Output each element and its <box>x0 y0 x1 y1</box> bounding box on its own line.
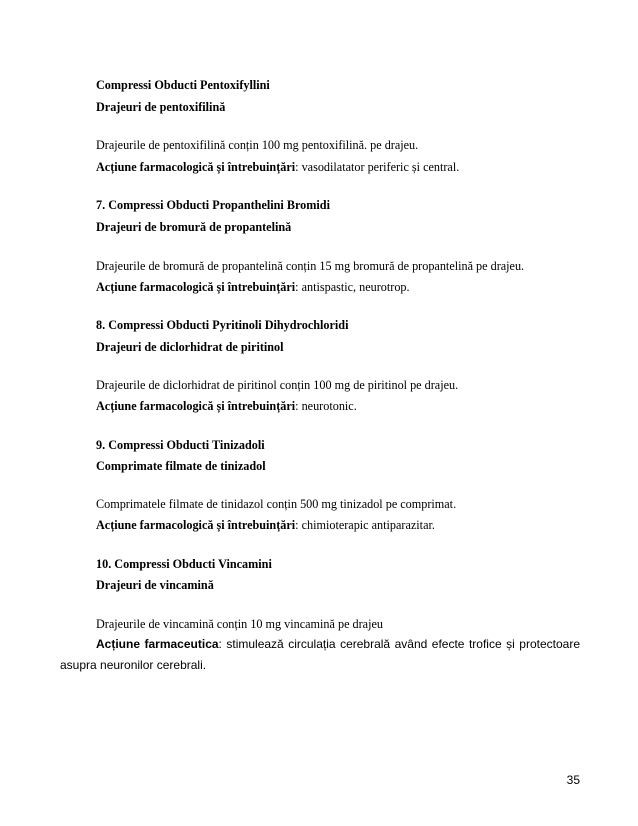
final-action-label: Acțiune farmaceutica <box>96 637 219 651</box>
final-action-continuation: asupra neuronilor cerebrali. <box>60 658 207 672</box>
section-heading: 9. Compressi Obducti Tinizadoli <box>96 438 265 452</box>
action-line <box>96 398 357 414</box>
action-label: Acțiune farmacologică și întrebuințări <box>96 518 296 532</box>
action-text: : antispastic, neurotrop. <box>295 280 410 294</box>
section-description: Drajeurile de bromură de propantelină conțin 15 mg bromură de propantelină pe drajeu. <box>96 259 525 273</box>
section-description: Drajeurile de vincamină conțin 10 mg vincamină pe drajeu <box>96 617 383 631</box>
page-number: 35 <box>566 773 580 787</box>
section-description: Drajeurile de diclorhidrat de piritinol conțin 100 mg de piritinol pe drajeu. <box>96 378 459 392</box>
action-label: Acțiune farmacologică și întrebuințări <box>96 399 296 413</box>
action-label: Acțiune farmacologică și întrebuințări <box>96 280 296 294</box>
action-label: Acțiune farmacologică și întrebuințări <box>96 160 296 174</box>
section-heading: 10. Compressi Obducti Vincamini <box>96 557 272 571</box>
action-line <box>96 279 410 295</box>
final-action-line <box>96 636 580 652</box>
section-heading: 8. Compressi Obducti Pyritinoli Dihydrochloridi <box>96 318 349 332</box>
action-text: : neurotonic. <box>295 399 357 413</box>
action-text: : vasodilatator periferic și central. <box>295 160 460 174</box>
section-description: Comprimatele filmate de tinidazol conțin 500 mg tinizadol pe comprimat. <box>96 497 457 511</box>
action-text: : chimioterapic antiparazitar. <box>295 518 435 532</box>
action-line <box>96 517 435 533</box>
action-line <box>96 159 459 175</box>
section-subheading: Drajeuri de vincamină <box>96 578 214 592</box>
section-description: Drajeurile de pentoxifilină conțin 100 mg pentoxifilină. pe drajeu. <box>96 138 419 152</box>
section-heading: Compressi Obducti Pentoxifyllini <box>96 78 270 92</box>
section-subheading: Drajeuri de diclorhidrat de piritinol <box>96 340 284 354</box>
section-subheading: Drajeuri de bromură de propantelină <box>96 220 292 234</box>
section-subheading: Comprimate filmate de tinizadol <box>96 459 266 473</box>
section-heading: 7. Compressi Obducti Propanthelini Bromidi <box>96 198 330 212</box>
section-subheading: Drajeuri de pentoxifilină <box>96 100 226 114</box>
final-action-text: : stimulează circulația cerebrală având efecte trofice și protectoare <box>218 637 580 651</box>
